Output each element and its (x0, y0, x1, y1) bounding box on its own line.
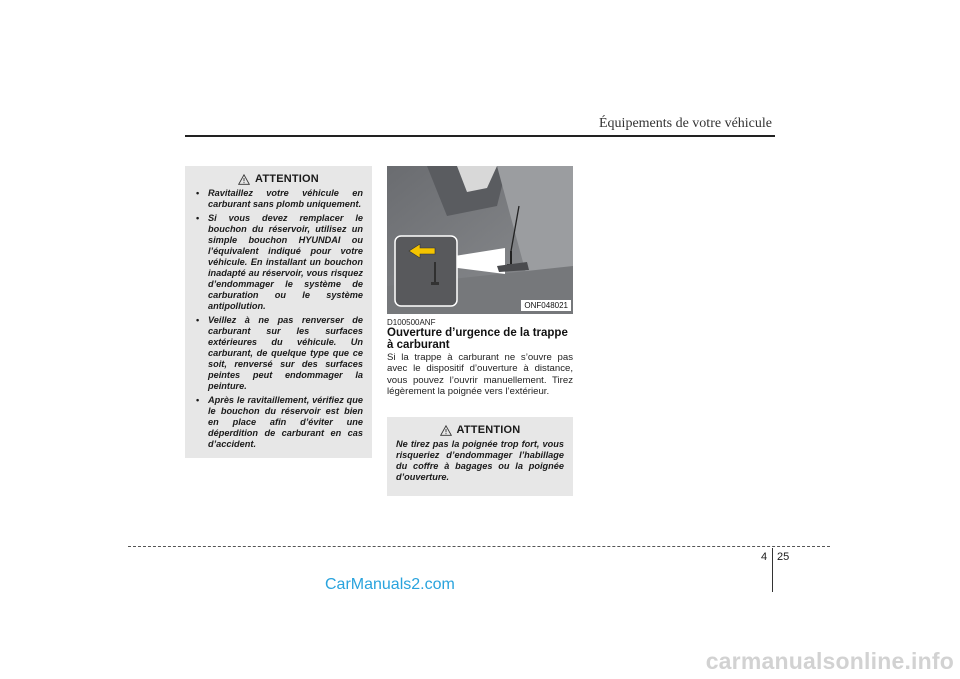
warning-triangle-icon (238, 174, 250, 185)
header-title: Équipements de votre véhicule (599, 116, 772, 131)
attention-item: • Veillez à ne pas renverser de carburant sur les surfaces extérieures du véhicule. Un carburant, de quelque type que ce soit, renversé sur des surfaces peintes peut endommager la peinture. (194, 315, 363, 392)
header-rule (185, 135, 775, 137)
attention-heading (396, 424, 564, 436)
attention-item: • Ravitaillez votre véhicule en carburant sans plomb uniquement. (194, 188, 363, 210)
attention-item: • Après le ravitaillement, vérifiez que le bouchon du réservoir est bien en place afin d’éviter une déperdition de carburant en cas d’accident. (194, 395, 363, 450)
attention-title: ATTENTION (255, 173, 319, 185)
footer-rule (128, 546, 830, 547)
attention-box-right (387, 417, 573, 496)
attention-title: ATTENTION (456, 424, 521, 436)
trunk-interior-illustration (387, 166, 573, 314)
attention-heading (194, 173, 363, 185)
watermark-carmanuals2[interactable]: CarManuals2.com (325, 576, 455, 593)
page-number-divider (772, 548, 773, 592)
warning-triangle-icon (440, 425, 452, 436)
fuel-door-release-photo (387, 166, 573, 314)
page-number: 25 (777, 551, 790, 563)
attention-item: • Si vous devez remplacer le bouchon du réservoir, utilisez un simple bouchon HYUNDAI ou l’équivalent indiqué pour votre véhicule. En installant un bouchon inadapté au réservoir, vous risquez d’endommager le système de carburation ou le système antipollution. (194, 213, 363, 312)
attention-list (194, 188, 363, 450)
section-title: Ouverture d’urgence de la trappe à carburant (387, 327, 568, 351)
chapter-number: 4 (761, 551, 768, 563)
watermark-carmanualsonline: carmanualsonline.info (705, 648, 954, 674)
figure-code: ONF048021 (521, 300, 571, 311)
attention-box-left (185, 166, 372, 458)
section-body: Si la trappe à carburant ne s’ouvre pas avec le dispositif d’ouverture à distance, vous pouvez l’ouvrir manuellement. Tirez légèrement la poignée vers l’extérieur. (387, 352, 573, 397)
section-code: D100500ANF (387, 318, 436, 327)
attention-text: Ne tirez pas la poignée trop fort, vous risqueriez d’endommager l’habillage du coffre à bagages ou la poignée d’ouverture. (396, 439, 564, 482)
